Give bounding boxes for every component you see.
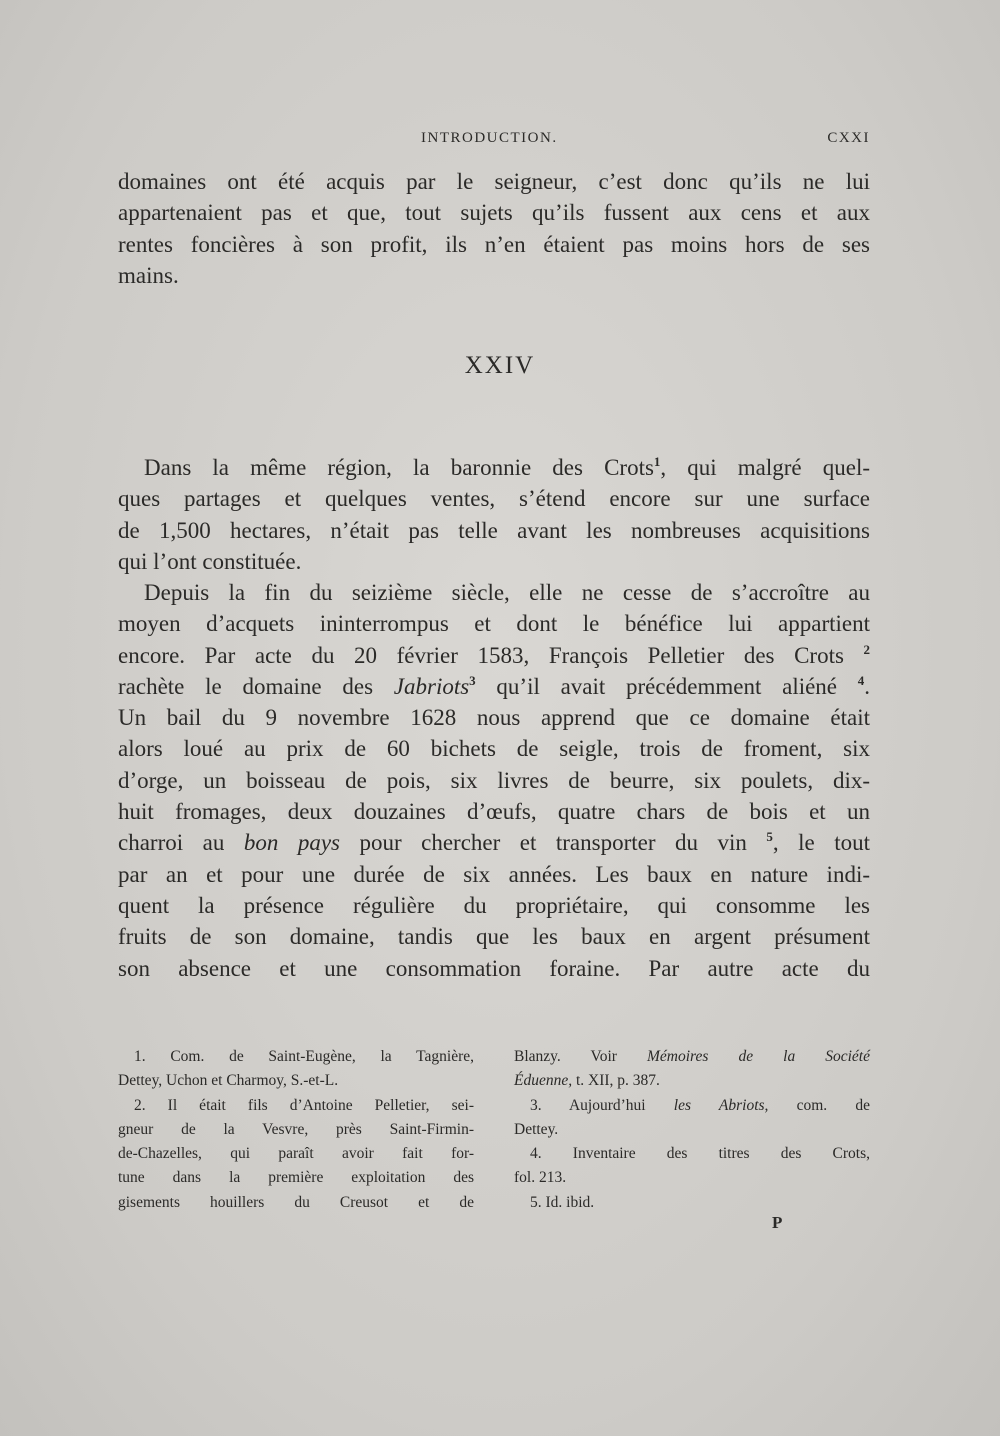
text-line: huit fromages, deux douzaines d’œufs, quatre chars de bois et un [118, 799, 870, 825]
text-line: rachète le domaine des Jabriots$^3$ qu’il avait précédemment aliéné $^4$. [118, 672, 871, 699]
text-line: domaines ont été acquis par le seigneur, c’est donc qu’ils ne lui [118, 169, 870, 194]
text-line: moyen d’acquets ininterrompus et dont le bénéfice lui appartient [118, 611, 870, 637]
footnote-line: Blanzy. Voir Mémoires de la Société [514, 1048, 870, 1065]
text-line: qui l’ont constituée. [118, 548, 302, 574]
text-line: appartenaient pas et que, tout sujets qu’ils fussent aux cens et aux [118, 200, 870, 226]
footnote-line: tune dans la première exploitation des [118, 1169, 474, 1187]
footnote-ref[interactable]: 5 [766, 829, 773, 845]
text-line: Un bail du 9 novembre 1628 nous apprend que ce domaine était [118, 705, 870, 731]
text-line: fruits de son domaine, tandis que les baux en argent présument [118, 924, 870, 950]
footnote-line: 5. Id. ibid. [530, 1193, 595, 1211]
running-head [118, 130, 870, 154]
footnote-line: 4. Inventaire des titres des Crots, [530, 1145, 870, 1163]
footnote-line: Dettey. [514, 1120, 559, 1138]
footnote-line: 1. Com. de Saint-Eugène, la Tagnière, [134, 1048, 474, 1065]
text-line: mains. [118, 262, 179, 288]
text-line: par an et pour une durée de six années. Les baux en nature indi- [118, 861, 870, 887]
footnote-line: Éduenne, t. XII, p. 387. [514, 1072, 660, 1090]
text-line: charroi au bon pays pour chercher et transporter du vin $^5$, le tout [118, 829, 870, 856]
text-line: alors loué au prix de 60 bichets de seigle, trois de froment, six [118, 736, 870, 762]
footnote-line: 2. Il était fils d’Antoine Pelletier, sei- [134, 1096, 474, 1114]
paragraph-continuation [118, 166, 870, 291]
section-heading: XXIV [464, 352, 536, 379]
text-line: de 1,500 hectares, n’était pas telle avant les nombreuses acquisitions [118, 517, 870, 543]
footnote-line: Dettey, Uchon et Charmoy, S.-et-L. [118, 1072, 339, 1090]
text-line: Depuis la fin du seizième siècle, elle ne cesse de s’accroître au [144, 580, 870, 605]
text-line: ques partages et quelques ventes, s’étend encore sur une surface [118, 486, 870, 512]
text-line: quent la présence régulière du propriétaire, qui consomme les [118, 892, 870, 918]
footnotes-right-column [514, 1045, 870, 1215]
text-line: encore. Par acte du 20 février 1583, François Pelletier des Crots $^2$ [118, 641, 871, 668]
text-line: son absence et une consommation foraine. Par autre acte du [118, 955, 870, 981]
running-head-title: INTRODUCTION. [421, 130, 558, 146]
page-number: CXXI [827, 130, 870, 146]
footnote-line: 3. Aujourd’hui les Abriots, com. de [530, 1096, 870, 1114]
footnote-ref[interactable]: 2 [863, 641, 871, 657]
footnote-ref[interactable]: 3 [469, 672, 476, 688]
footnote-line: fol. 213. [514, 1169, 567, 1187]
text-line: Dans la même région, la baronnie des Crots$^1$, qui malgré quel- [144, 454, 870, 480]
footnote-ref[interactable]: 1 [653, 454, 661, 469]
paragraph-acquisitions [118, 577, 870, 984]
paragraph-crots [118, 452, 870, 577]
footnote-ref[interactable]: 4 [857, 672, 865, 688]
signature-mark: P [772, 1213, 783, 1232]
text-line: d’orge, un boisseau de pois, six livres de beurre, six poulets, dix- [118, 767, 870, 793]
footnotes-left-column [118, 1045, 474, 1215]
footnote-line: de-Chazelles, qui paraît avoir fait for- [118, 1145, 474, 1163]
footnote-line: gneur de la Vesvre, près Saint-Firmin- [118, 1120, 474, 1138]
footnote-line: gisements houillers du Creusot et de [118, 1193, 474, 1211]
text-line: rentes foncières à son profit, ils n’en étaient pas moins hors de ses [118, 231, 870, 257]
